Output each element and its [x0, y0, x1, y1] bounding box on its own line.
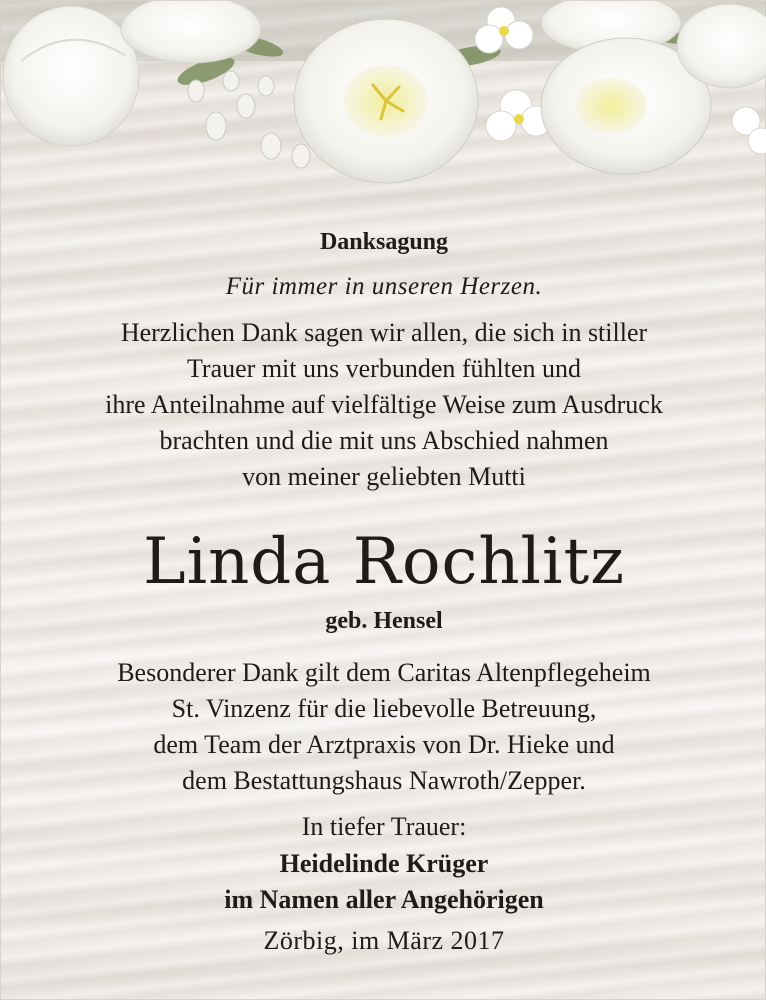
thanks-line: Besonderer Dank gilt dem Caritas Altenpflegeheim — [117, 658, 651, 687]
signers — [1, 846, 766, 918]
birth-name: geb. Hensel — [325, 608, 443, 634]
intro-line: von meiner geliebten Mutti — [242, 462, 526, 491]
thanks-line: dem Team der Arztpraxis von Dr. Hieke und — [153, 730, 615, 759]
signer-relatives: im Namen aller Angehörigen — [224, 885, 544, 914]
deceased-name: Linda Rochlitz — [143, 525, 625, 599]
mourning-line: In tiefer Trauer: — [301, 812, 467, 841]
intro-line: Herzlichen Dank sagen wir allen, die sich in stiller — [120, 318, 648, 347]
white-tulips-decoration-image — [1, 1, 766, 191]
heading: Danksagung — [319, 229, 449, 255]
intro-line: Trauer mit uns verbunden fühlten und — [186, 354, 582, 383]
intro-line: ihre Anteilnahme auf vielfältige Weise zum Ausdruck — [105, 390, 663, 419]
intro-line: brachten und die mit uns Abschied nahmen — [159, 426, 609, 455]
motto: Für immer in unseren Herzen. — [225, 273, 543, 300]
place-date: Zörbig, im März 2017 — [263, 926, 505, 955]
thanks-line: dem Bestattungshaus Nawroth/Zepper. — [182, 766, 586, 795]
intro-paragraph — [1, 315, 766, 495]
signer-name: Heidelinde Krüger — [279, 849, 489, 878]
thanks-line: St. Vinzenz für die liebevolle Betreuung, — [171, 694, 597, 723]
thanks-paragraph — [1, 655, 766, 799]
